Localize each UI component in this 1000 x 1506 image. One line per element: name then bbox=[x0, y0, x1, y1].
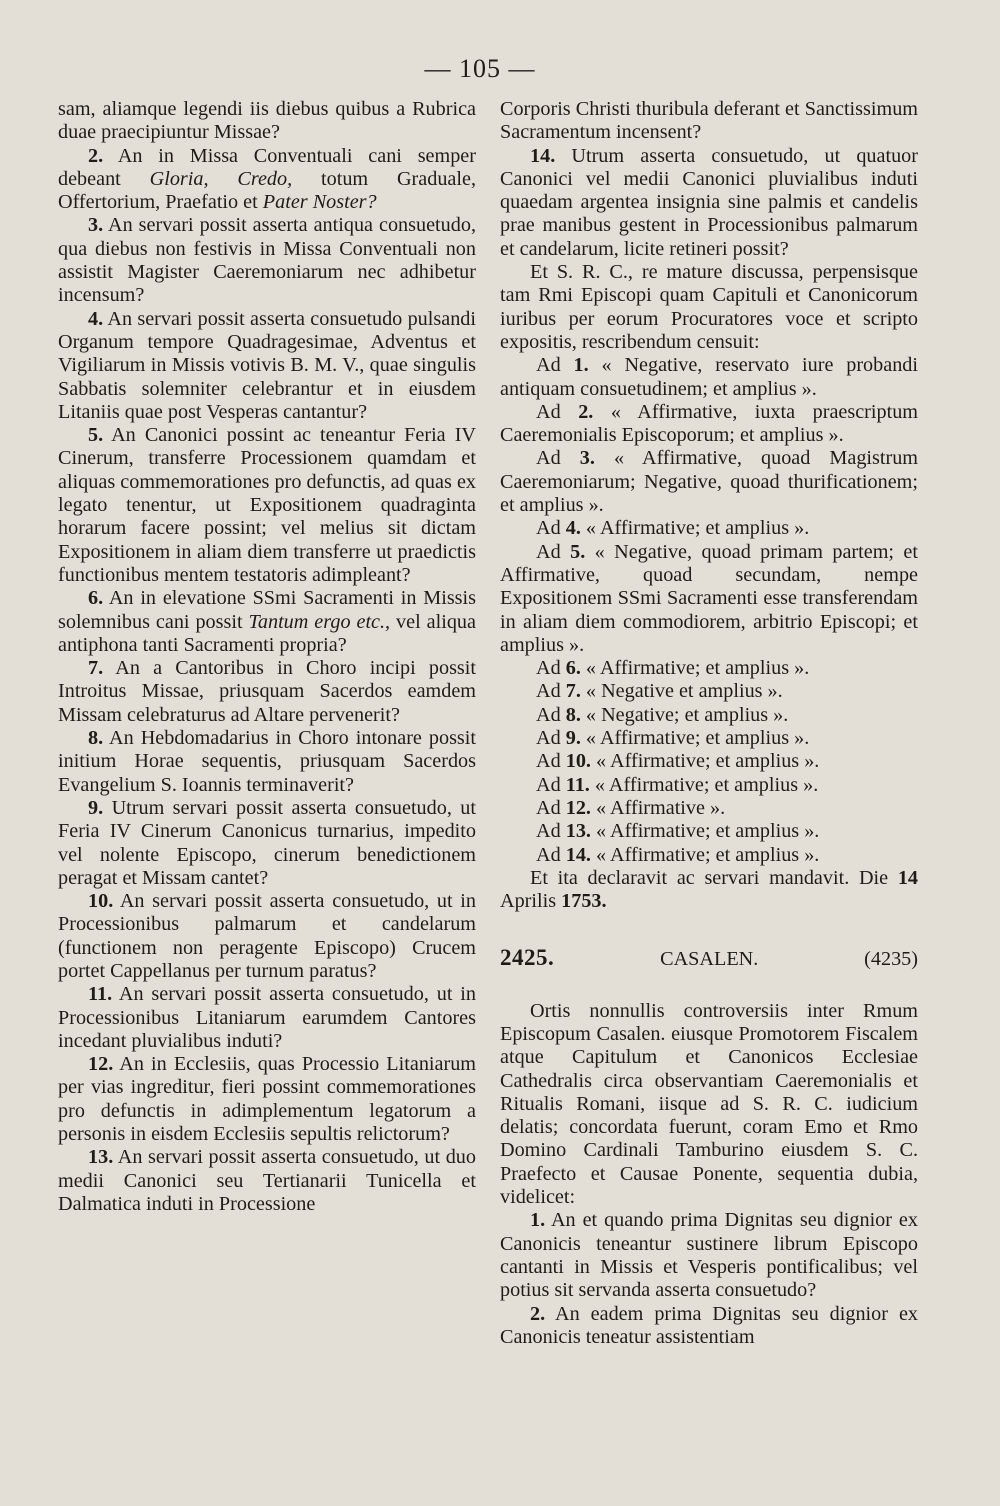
answer-3: Ad 3. « Affirmative, quoad Magistrum Caeremoniarum; Negative, quoad thurificationem; et amplius ». bbox=[500, 447, 919, 517]
paragraph-continuation: sam, aliamque legendi iis diebus quibus a Rubrica duae praecipiuntur Missae? bbox=[58, 98, 476, 144]
right-column bbox=[500, 98, 918, 1349]
answer-7: Ad 7. « Negative et amplius ». bbox=[536, 680, 783, 703]
question-13: 13. An servari possit asserta consuetudo, ut duo medii Canonici seu Tertianarii Tunicella et Dalmatica induti in Processione bbox=[58, 1146, 476, 1215]
decision-intro: Et S. R. C., re mature discussa, perpensisque tam Rmi Episcopi quam Capituli et Canonicorum iuribus per eorum Procuratores voce et scripto expositis, rescribendum censuit: bbox=[500, 261, 918, 353]
decree-intro: Ortis nonnullis controversiis inter Rmum Episcopum Casalen. eiusque Promotorem Fiscalem atque Capitulum et Canonicos Ecclesiae Cathedralis circa observantiam Caeremonialis et Ritualis Romani, iisque ad S. R. C. iudicium delatis; concordata fuerunt, coram Emo et Rmo Domino Cardinali Tamburino eiusdem S. C. Praefecto et Causae Ponente, sequentia dubia, videlicet: bbox=[500, 999, 918, 1209]
decree-heading bbox=[500, 946, 918, 971]
question-8: 8. An Hebdomadarius in Choro intonare possit initium Horae sequentis, priusquam Sacerdos Evangelium S. Ioannis terminaverit? bbox=[58, 727, 477, 796]
answer-1: Ad 1. « Negative, reservato iure probandi antiquam consuetudinem; et amplius ». bbox=[500, 354, 918, 400]
page-number: — 105 — bbox=[424, 54, 536, 83]
question-12: 12. An in Ecclesiis, quas Processio Litaniarum per vias ingreditur, fieri possint commemorationes pro defunctis in adimplementum legatorum a personis in eisdem Ecclesiis sepultis relictorum? bbox=[58, 1053, 477, 1146]
answer-12: Ad 12. « Affirmative ». bbox=[536, 796, 726, 819]
answer-14: Ad 14. « Affirmative; et amplius ». bbox=[536, 843, 820, 866]
decree-reference: (4235) bbox=[864, 948, 918, 971]
answer-4: Ad 4. « Affirmative; et amplius ». bbox=[536, 517, 810, 540]
question-3: 3. An servari possit asserta antiqua consuetudo, qua diebus non festivis in Missa Conventuali non assistit Magister Caeremoniarum nec adhibetur incensum? bbox=[58, 214, 476, 307]
decree-date: Et ita declaravit ac servari mandavit. Die 14 Aprilis 1753. bbox=[500, 866, 919, 913]
dubium-1: 1. An et quando prima Dignitas seu dignior ex Canonicis teneantur sustinere librum Episcopo cantanti in Missis et Vesperis pontificalibus; vel potius sit servanda asserta consuetudo? bbox=[500, 1209, 918, 1302]
left-column bbox=[58, 98, 476, 1216]
answer-10: Ad 10. « Affirmative; et amplius ». bbox=[536, 750, 820, 773]
answer-13: Ad 13. « Affirmative; et amplius ». bbox=[536, 820, 820, 843]
answer-9: Ad 9. « Affirmative; et amplius ». bbox=[536, 727, 810, 750]
question-9: 9. Utrum servari possit asserta consuetudo, ut Feria IV Cinerum Canonicus turnarius, impedito vel nolente Episcopo, cinerum benedictionem peragat et Missam cantet? bbox=[58, 796, 477, 889]
answer-5: Ad 5. « Negative, quoad primam partem; et Affirmative, quoad secundam, nempe Expositionem SSmi Sacramenti esse transferendam in aliam diem commodiorem, arbitrio Episcopi; et amplius ». bbox=[500, 540, 919, 656]
question-7: 7. An a Cantoribus in Choro incipi possit Introitus Missae, priusquam Sacerdos eamdem Missam celebraturus ad Altare pervenerit? bbox=[58, 657, 477, 726]
question-5: 5. An Canonici possint ac teneantur Feria IV Cinerum, transferre Processionem quamdam et aliquas commemorationes pro defunctis, ad quas ex legato tenentur, ut Expositionem quadraginta horarum facere possint; vel melius sit dictam Expositionem in aliam diem transferre ut praedictis functionibus mentem testatoris adimpleant? bbox=[58, 424, 476, 586]
answer-2: Ad 2. « Affirmative, iuxta praescriptum Caeremonialis Episcoporum; et amplius ». bbox=[500, 400, 919, 447]
answer-6: Ad 6. « Affirmative; et amplius ». bbox=[536, 657, 810, 680]
answer-11: Ad 11. « Affirmative; et amplius ». bbox=[536, 773, 819, 796]
dubium-2: 2. An eadem prima Dignitas seu dignior ex Canonicis teneatur assistentiam bbox=[500, 1302, 919, 1348]
question-14: 14. Utrum asserta consuetudo, ut quatuor Canonici vel medii Canonici pluvialibus induti quaedam argentea insignia sine palmis et candelis prae manibus gestent in Processionibus palmarum et candelarum, licite retineri possit? bbox=[500, 144, 918, 260]
question-2: 2. An in Missa Conventuali cani semper debeant Gloria, Credo, totum Graduale, Offertorium, Praefatio et Pater Noster? bbox=[58, 144, 477, 214]
question-6: 6. An in elevatione SSmi Sacramenti in Missis solemnibus cani possit Tantum ergo etc., vel aliqua antiphona tanti Sacramenti propria? bbox=[58, 587, 476, 656]
paragraph-continuation: Corporis Christi thuribula deferant et Sanctissimum Sacramentum incensent? bbox=[500, 98, 918, 144]
question-10: 10. An servari possit asserta consuetudo, ut in Processionibus palmarum et candelarum (functionem non peragente Episcopo) Crucem portet Cappellanus per turnum paratus? bbox=[58, 890, 476, 982]
answer-8: Ad 8. « Negative; et amplius ». bbox=[536, 703, 789, 726]
decree-number: 2425. bbox=[500, 945, 555, 971]
question-11: 11. An servari possit asserta consuetudo, ut in Processionibus Litaniarum earumdem Cantores incedant pluvialibus induti? bbox=[58, 983, 476, 1052]
question-4: 4. An servari possit asserta consuetudo pulsandi Organum tempore Quadragesimae, Adventus et Vigiliarum in Missis votivis B. M. V., quae singulis Sabbatis solemniter celebrantur et in eiusdem Litaniis quae post Vesperas cantantur? bbox=[58, 307, 476, 423]
decree-place: CASALEN. bbox=[660, 948, 759, 971]
